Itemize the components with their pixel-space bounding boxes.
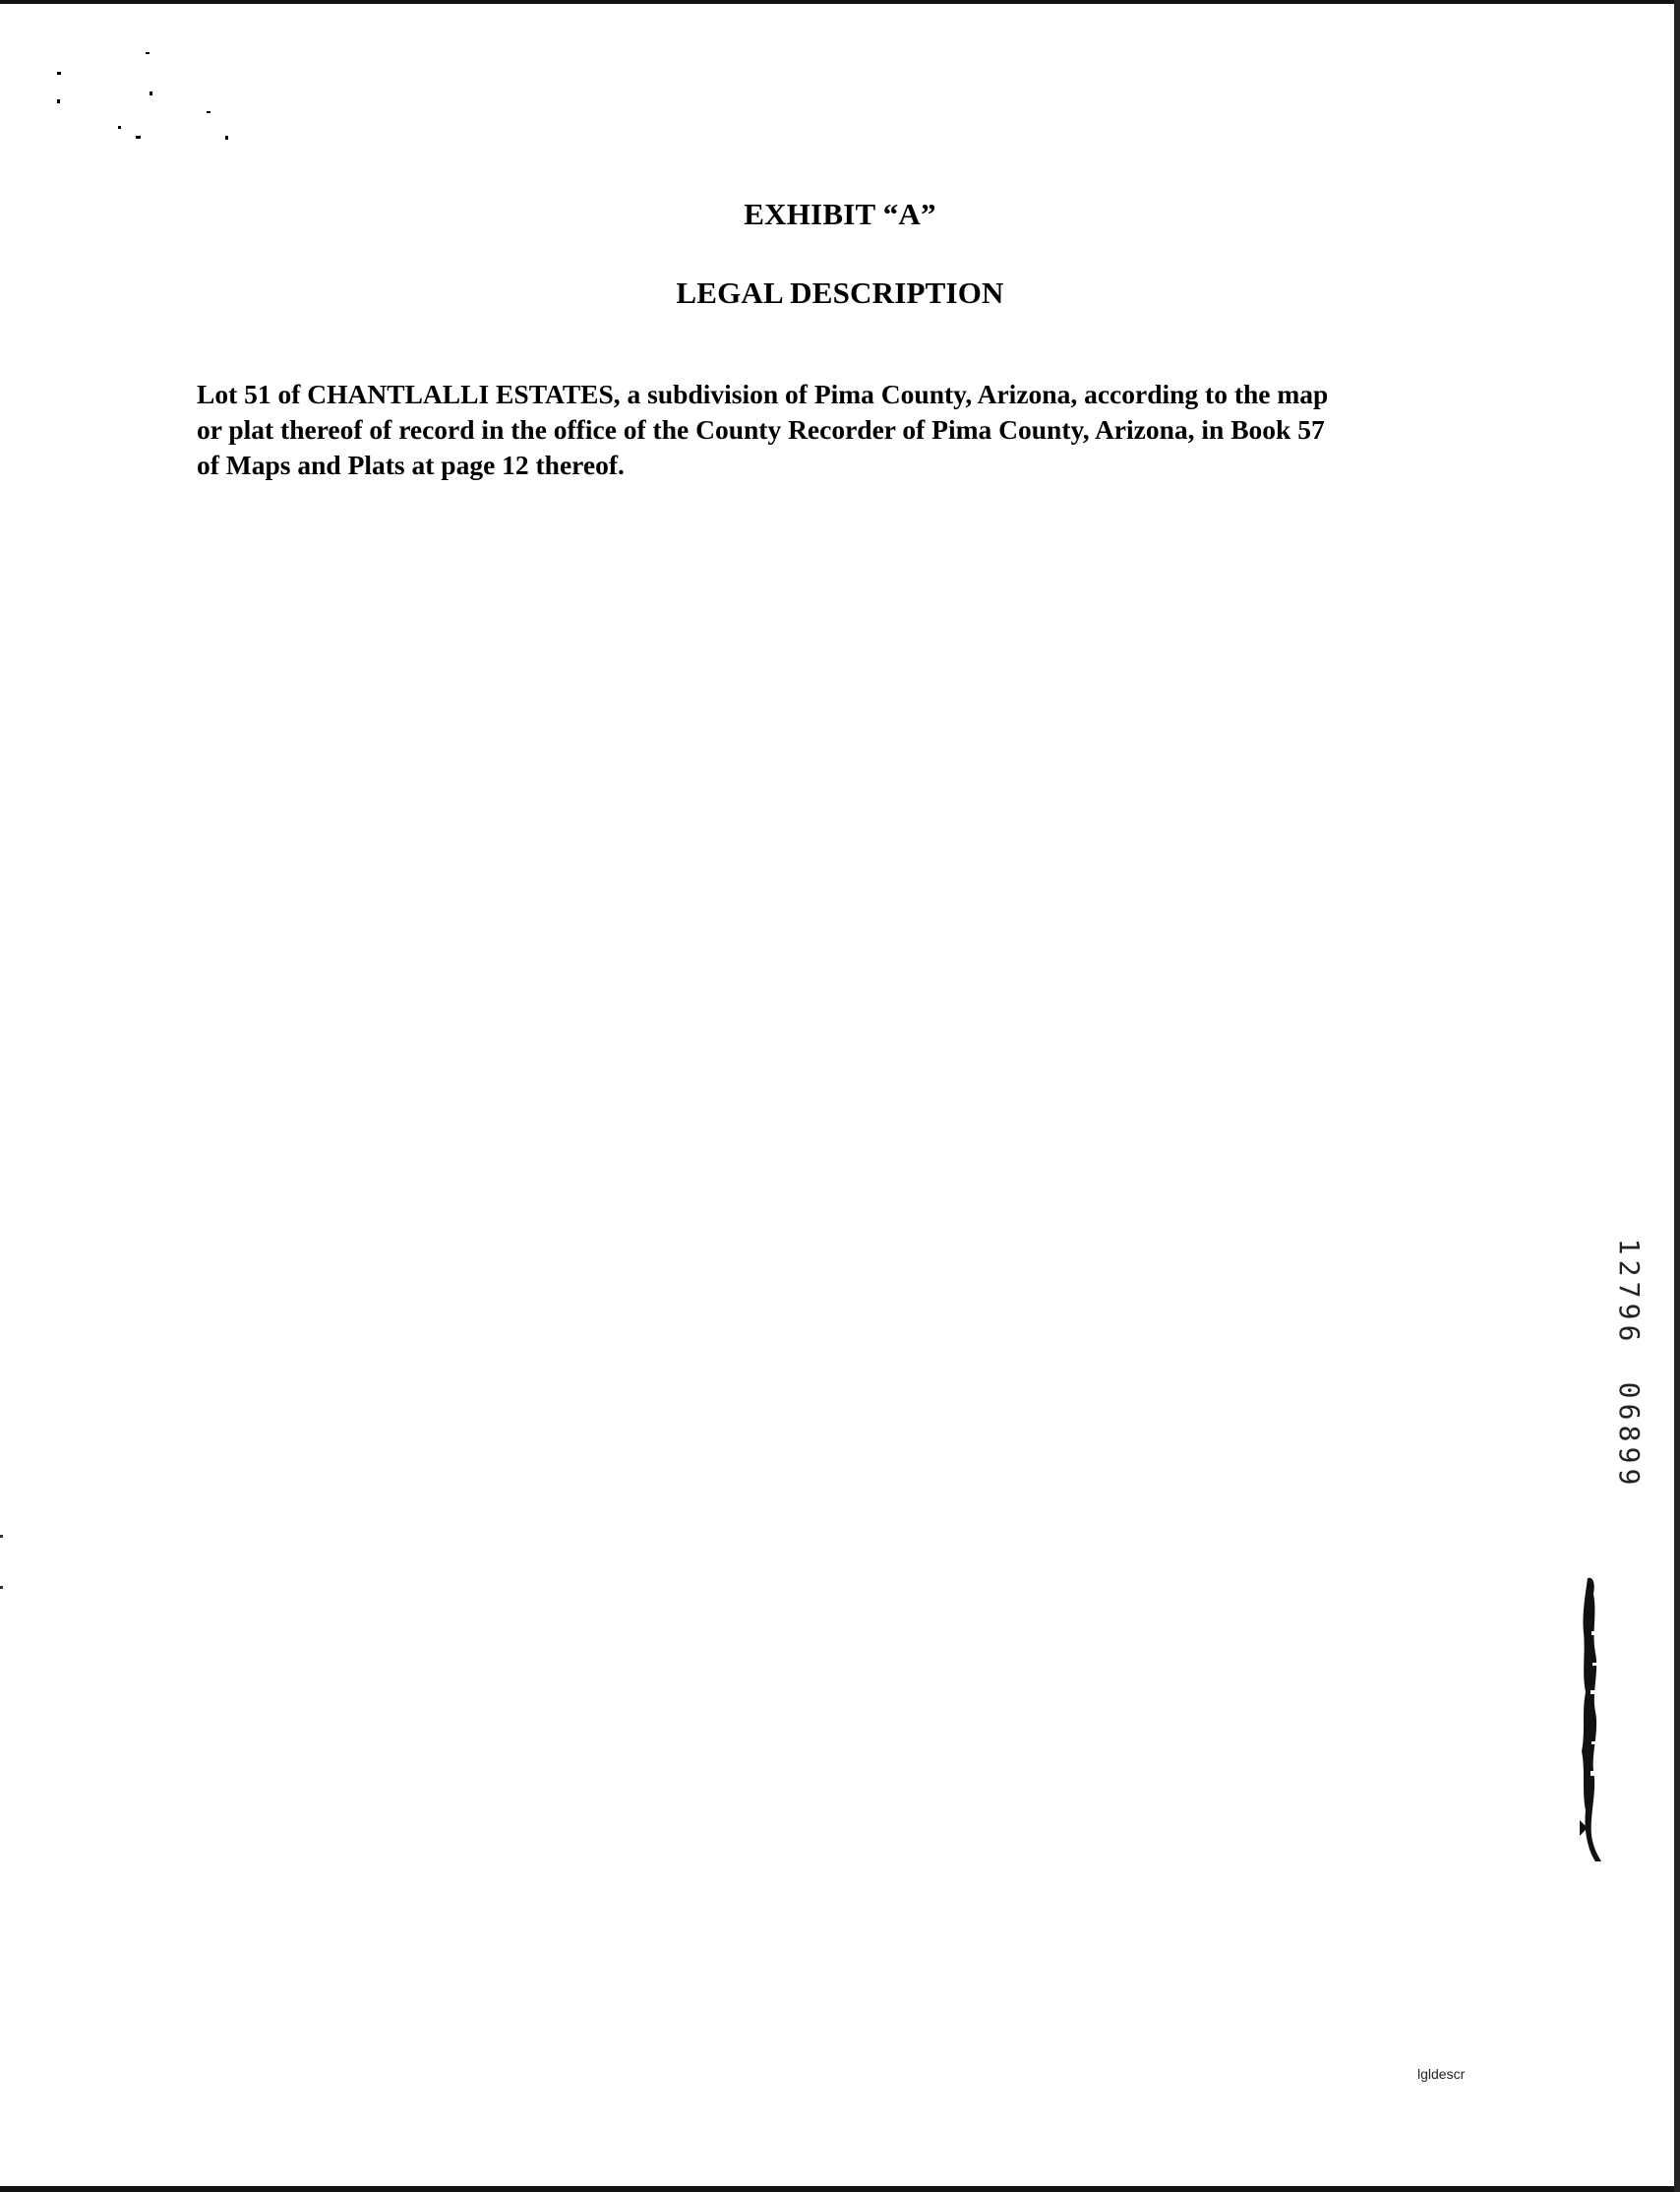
- scan-speck: [118, 126, 121, 129]
- recording-digit: 9: [1613, 1468, 1646, 1486]
- legal-description-text: [197, 377, 1495, 483]
- section-title: LEGAL DESCRIPTION: [676, 275, 1004, 310]
- recording-digit: 7: [1613, 1281, 1646, 1299]
- recording-digit: 6: [1613, 1403, 1646, 1421]
- scan-speck: [150, 91, 152, 95]
- footer-code: lgldescr: [1417, 2066, 1466, 2082]
- legal-description-line: of Maps and Plats at page 12 thereof.: [197, 450, 625, 480]
- scan-speck: [146, 52, 150, 54]
- scan-speck: [57, 99, 60, 103]
- scan-speck: [136, 136, 141, 139]
- scan-speck: [57, 72, 61, 75]
- recording-digit: 9: [1613, 1446, 1646, 1464]
- legal-description-line: or plat thereof of record in the office of the County Recorder of Pima County, Arizona, in Book 57: [197, 414, 1325, 445]
- stamp-smudge-mark: [1574, 1574, 1607, 1864]
- exhibit-title: EXHIBIT “A”: [744, 197, 936, 231]
- recording-digit: 6: [1613, 1324, 1646, 1342]
- scan-edge-bottom: [0, 2186, 1680, 2192]
- scan-speck: [225, 136, 228, 140]
- legal-description-line: Lot 51 of CHANTLALLI ESTATES, a subdivision of Pima County, Arizona, according to the map: [197, 379, 1329, 409]
- recording-digit: 0: [1613, 1381, 1646, 1399]
- scan-edge-left-tick: [0, 1586, 3, 1589]
- scan-edge-left-tick: [0, 1535, 3, 1538]
- scan-edge-right: [1674, 0, 1680, 2192]
- recording-digit: 8: [1613, 1425, 1646, 1442]
- scan-edge-top: [0, 0, 1680, 4]
- recording-number-stamp: [1613, 1235, 1647, 1500]
- recording-digit: 9: [1613, 1303, 1646, 1320]
- recording-digit: 2: [1613, 1259, 1646, 1277]
- scan-speck: [207, 111, 210, 113]
- recording-digit: 1: [1613, 1238, 1646, 1255]
